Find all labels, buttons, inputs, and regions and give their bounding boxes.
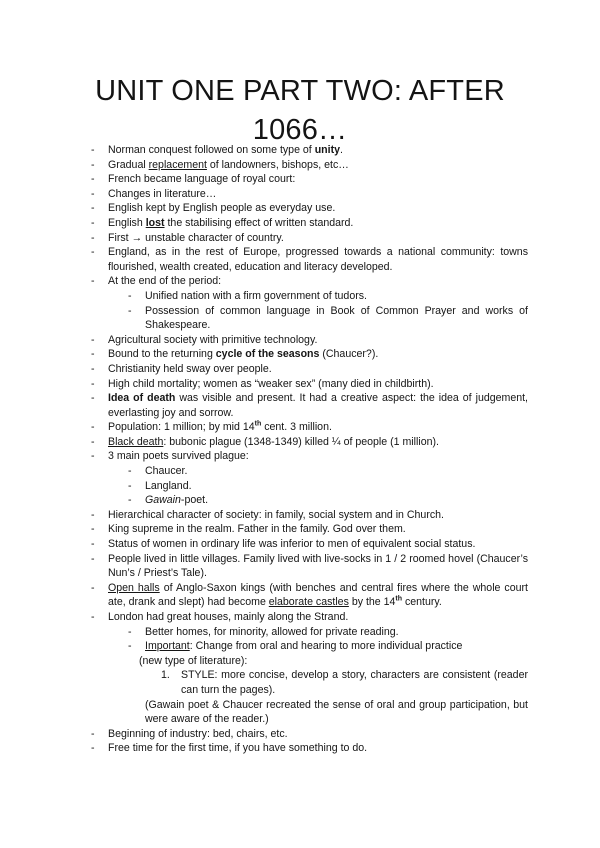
list-item: - England, as in the rest of Europe, progressed towards a national community: towns flourished, wealth created, education and literacy developed. (91, 246, 528, 273)
bullet-dash: - (91, 173, 95, 186)
bullet-dash: - (91, 508, 95, 521)
bullet-dash: - (91, 581, 95, 594)
italic-term: Gawain (145, 494, 181, 507)
sub-list-item: - Chaucer. (128, 465, 188, 478)
sub-list-item: - Unified nation with a firm government of tudors. (128, 289, 367, 302)
sub-list-item: - Langland. (128, 479, 192, 492)
bullet-dash: - (91, 377, 95, 390)
bullet-dash: - (91, 450, 95, 463)
bullet-dash: - (128, 465, 132, 478)
bullet-dash: - (91, 727, 95, 740)
list-item: - Black death: bubonic plague (1348-1349) killed ¼ of people (1 million). (91, 435, 439, 448)
bullet-dash: - (91, 523, 95, 536)
list-item: - Bound to the returning cycle of the seasons (Chaucer?). (91, 348, 379, 361)
bullet-dash: - (91, 538, 95, 551)
bullet-dash: - (91, 435, 95, 448)
title-line-1: UNIT ONE PART TWO: AFTER (95, 75, 505, 107)
list-item: - Beginning of industry: bed, chairs, etc. (91, 727, 288, 740)
notes-list (0, 143, 600, 756)
bullet-dash: - (91, 392, 95, 405)
list-item: - Gradual replacement of landowners, bishops, etc… (91, 158, 349, 171)
bullet-dash: - (128, 304, 132, 317)
emphasis: Idea of death (108, 392, 176, 405)
superscript: th (395, 595, 403, 603)
bullet-dash: - (91, 231, 95, 244)
bullet-dash: - (91, 144, 95, 156)
underlined-term: elaborate castles (268, 596, 349, 609)
bullet-dash: - (91, 202, 95, 215)
bullet-dash: - (91, 158, 95, 171)
underlined-term: Important (145, 640, 190, 653)
bullet-dash: - (91, 216, 95, 229)
underlined-term: Open halls (108, 581, 160, 594)
bullet-dash: - (128, 494, 132, 507)
bullet-dash: - (128, 640, 132, 653)
list-item: - French became language of royal court: (91, 173, 296, 186)
bullet-dash: - (91, 348, 95, 361)
sub-list-item: - Better homes, for minority, allowed for private reading. (128, 625, 399, 638)
list-item: - At the end of the period: (91, 275, 222, 288)
bullet-dash: - (91, 611, 95, 623)
list-item: - English kept by English people as everyday use. (91, 202, 336, 215)
bullet-dash: - (91, 362, 95, 375)
list-item: - Open halls of Anglo-Saxon kings (with benches and central fires where the whole court ate, drank and slept) had become elaborate castles by the 14th century. (91, 581, 528, 609)
list-item: - Norman conquest followed on some type of unity. (91, 144, 343, 156)
title-line-2: 1066… (252, 114, 348, 146)
list-item: - Agricultural society with primitive technology. (91, 333, 318, 346)
page-title (60, 72, 540, 150)
bullet-dash: - (91, 333, 95, 346)
emphasis: cycle of the seasons (215, 348, 320, 361)
list-item: - Christianity held sway over people. (91, 362, 272, 375)
bullet-dash: - (91, 246, 95, 259)
list-item: - Population: 1 million; by mid 14th cent. 3 million. (91, 420, 332, 434)
list-item: - First → unstable character of country. (91, 231, 284, 244)
list-item: - Changes in literature… (91, 187, 217, 200)
bullet-dash: - (91, 187, 95, 200)
list-item: - Free time for the first time, if you have something to do. (91, 742, 368, 755)
numbered-item: 1. STYLE: more concise, develop a story, characters are consistent (reader can turn the pages). (161, 669, 528, 696)
list-item: - Status of women in ordinary life was inferior to men of equivalent social status. (91, 538, 476, 551)
sub-list-item: - Gawain-poet. (128, 494, 209, 507)
bullet-dash: - (91, 742, 95, 755)
list-item: - London had great houses, mainly along the Strand. (91, 611, 349, 623)
list-item: - Idea of death was visible and present. It had a creative aspect: the idea of judgement, everlasting joy and sorrow. (91, 392, 529, 419)
list-item: - 3 main poets survived plague: (91, 450, 249, 463)
bullet-dash: - (128, 289, 132, 302)
bullet-dash: - (91, 421, 95, 434)
list-item: - Hierarchical character of society: in family, social system and in Church. (91, 508, 444, 521)
bullet-dash: - (128, 625, 132, 638)
item-number: 1. (161, 669, 170, 682)
sub-list-item: - Possession of common language in Book of Common Prayer and works of Shakespeare. (128, 304, 528, 332)
list-item: - People lived in little villages. Family lived with live-socks in 1 / 2 roomed hovel (Chaucer’s Nun’s / Priest’s Tale). (91, 552, 528, 580)
bullet-dash: - (91, 552, 95, 565)
list-item: - High child mortality; women as “weaker sex” (many died in childbirth). (91, 377, 434, 390)
emphasis: unity (314, 144, 341, 156)
parenthetical-note: (Gawain poet & Chaucer recreated the sense of oral and group participation, but were aware of the reader.) (145, 698, 528, 726)
bullet-dash: - (91, 275, 95, 288)
list-item: - English lost the stabilising effect of written standard. (91, 216, 354, 229)
continuation-line: (new type of literature): (139, 654, 248, 667)
bullet-dash: - (128, 479, 132, 492)
list-item: - King supreme in the realm. Father in the family. God over them. (91, 523, 406, 536)
sub-list-item: - Important: Change from oral and hearing to more individual practice (128, 640, 463, 653)
underlined-term: replacement (148, 158, 207, 171)
emphasis: lost (145, 216, 165, 229)
underlined-term: Black death (108, 435, 164, 448)
superscript: th (254, 420, 262, 428)
